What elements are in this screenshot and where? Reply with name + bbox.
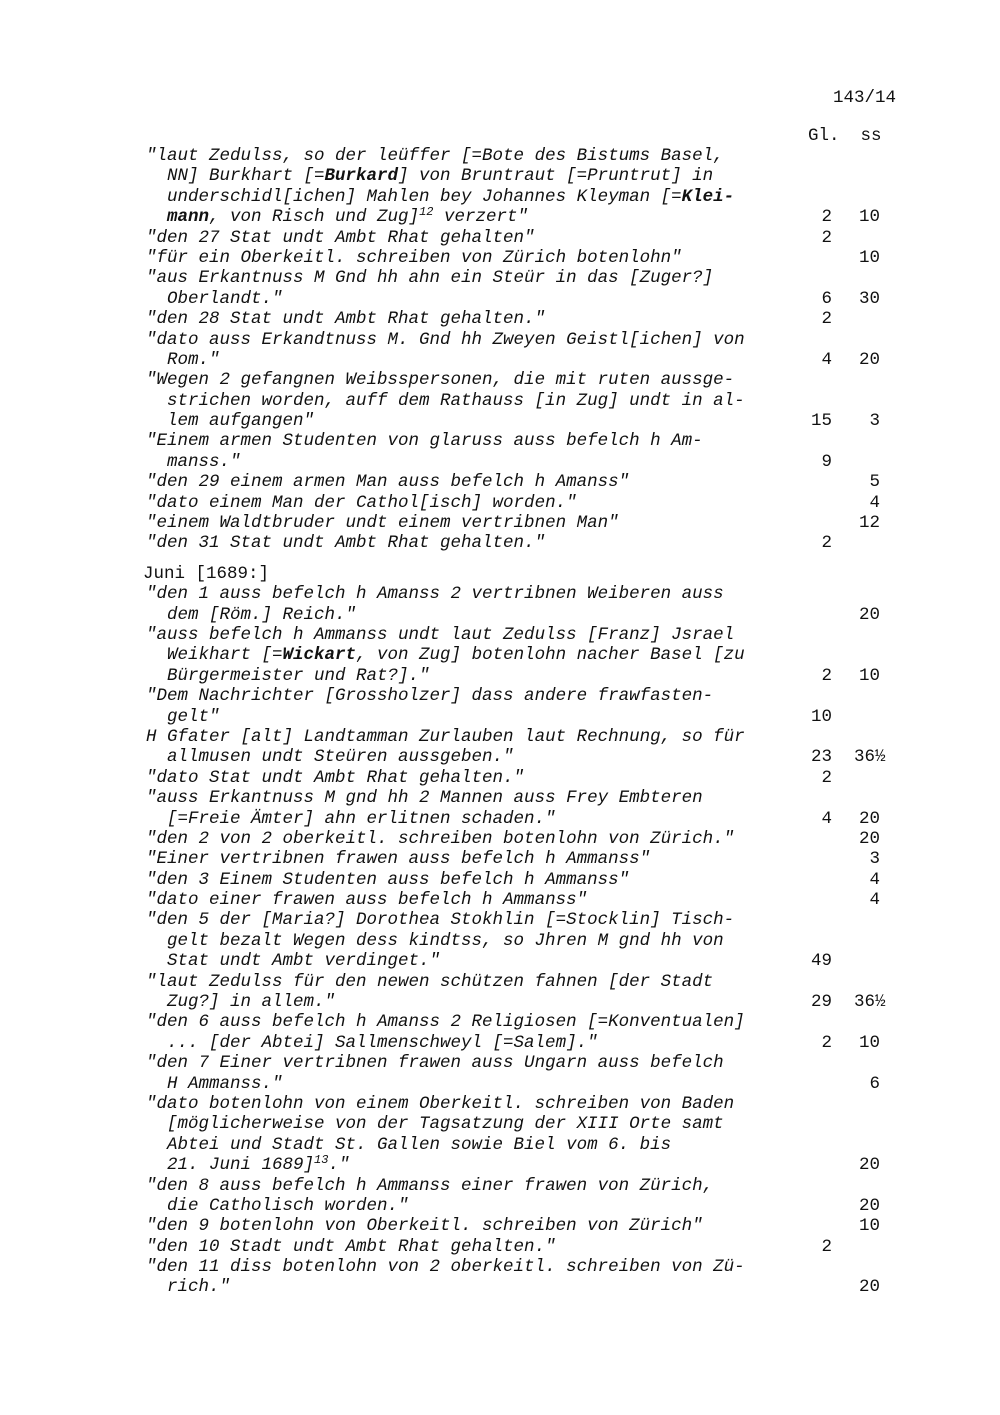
entry-text	[146, 309, 545, 329]
entry-line	[0, 1196, 1000, 1216]
entry-text-segment: "laut Zedulss für den newen schützen fahnen [der Stadt	[146, 971, 714, 992]
entry-line	[0, 1237, 1000, 1257]
entry-line	[0, 228, 1000, 248]
entry-text	[167, 1135, 671, 1155]
ledger-entry	[0, 584, 1000, 625]
entry-line	[0, 992, 1000, 1012]
entry-text	[143, 564, 269, 584]
entry-line	[0, 1114, 1000, 1134]
entry-text-segment: Stat undt Ambt verdinget."	[167, 951, 441, 972]
entry-text-segment: "Einem armen Studenten von glaruss auss befelch h Am-	[146, 431, 703, 452]
amount-schilling: 36½	[854, 992, 886, 1013]
entry-text-segment: "für ein Oberkeitl. schreiben von Zürich botenlohn"	[146, 247, 682, 268]
amount-schilling: 20	[858, 808, 880, 829]
entry-text-segment: allmusen undt Steüren aussgeben."	[167, 747, 514, 768]
ledger-entry	[0, 686, 1000, 727]
entry-text	[146, 248, 682, 268]
entry-line	[0, 431, 1000, 451]
amount-gulden: 23	[810, 747, 832, 768]
entry-text	[146, 1237, 556, 1257]
ledger-entry	[0, 330, 1000, 371]
entry-text	[146, 686, 713, 706]
entry-line	[0, 513, 1000, 533]
footnote-ref: 12	[419, 205, 434, 220]
entry-text	[146, 870, 629, 890]
amount-schilling: 10	[858, 665, 880, 686]
entry-text-segment: rich."	[167, 1277, 231, 1298]
ledger-entry	[0, 1237, 1000, 1257]
entry-line	[0, 350, 1000, 370]
entry-text-segment: "den 10 Stadt undt Ambt Rhat gehalten."	[146, 1236, 556, 1257]
entry-line	[0, 533, 1000, 553]
ledger-entries	[0, 146, 1000, 1298]
ledger-entry	[0, 1257, 1000, 1298]
entry-line	[0, 849, 1000, 869]
entry-line	[0, 564, 1000, 584]
entry-text-segment: "den 28 Stat undt Ambt Rhat gehalten."	[146, 309, 546, 330]
amount-gulden: 2	[821, 767, 832, 788]
column-header-gl: Gl.	[808, 126, 840, 146]
entry-text	[167, 289, 283, 309]
entry-line	[0, 625, 1000, 645]
amount-gulden: 2	[821, 665, 832, 686]
entry-text-segment: "Wegen 2 gefangnen Weibsspersonen, die mit ruten aussge-	[146, 370, 735, 391]
entry-line	[0, 951, 1000, 971]
entry-text	[167, 605, 356, 625]
entry-text	[167, 707, 220, 727]
entry-text	[146, 513, 619, 533]
entry-text-segment: "dato einer frawen auss befelch h Ammanss"	[146, 890, 588, 911]
entry-line	[0, 666, 1000, 686]
amount-gulden: 15	[810, 411, 832, 432]
amount-gulden: 10	[810, 706, 832, 727]
entry-text-segment: H Gfater [alt] Landtamman Zurlauben laut Rechnung, so für	[146, 726, 745, 747]
amount-schilling: 4	[869, 869, 880, 890]
entry-text-segment: "einem Waldtbruder undt einem vertribnen Man"	[146, 513, 619, 534]
entry-text-segment: "laut Zedulss, so der leüffer [=Bote des Bistums Basel,	[146, 146, 724, 166]
entry-line	[0, 890, 1000, 910]
amount-gulden: 2	[821, 1032, 832, 1053]
amount-gulden: 29	[810, 992, 832, 1013]
entry-text	[146, 829, 734, 849]
amount-schilling: 3	[869, 411, 880, 432]
ledger-entry	[0, 849, 1000, 869]
entry-line	[0, 1012, 1000, 1032]
column-headers	[808, 126, 882, 146]
amount-schilling: 5	[869, 472, 880, 493]
amount-schilling: 20	[858, 828, 880, 849]
entry-line	[0, 207, 1000, 227]
entry-text	[146, 228, 535, 248]
entry-text	[146, 625, 734, 645]
entry-line	[0, 584, 1000, 604]
entry-text-segment: "den 7 Einer vertribnen frawen auss Ungarn auss befelch	[146, 1053, 724, 1074]
entry-line	[0, 248, 1000, 268]
ledger-entry	[0, 870, 1000, 890]
entry-text	[167, 951, 440, 971]
entry-line	[0, 1176, 1000, 1196]
ledger-entry	[0, 1053, 1000, 1094]
entry-text-segment: "dato botenlohn von einem Oberkeitl. schreiben von Baden	[146, 1093, 735, 1114]
entry-text-segment: "den 27 Stat undt Ambt Rhat gehalten"	[146, 227, 535, 248]
entry-text	[167, 391, 745, 411]
ledger-entry	[0, 1094, 1000, 1176]
entry-text	[146, 1216, 703, 1236]
entry-text-bold: Wickart	[282, 645, 357, 666]
entry-text-segment: Zug?] in allem."	[167, 992, 336, 1013]
entry-text-segment: "Dem Nachrichter [Grossholzer] dass andere frawfasten-	[146, 686, 714, 707]
entry-text	[146, 268, 713, 288]
entry-text-segment: strichen worden, auff dem Rathauss [in Zug] undt in al-	[167, 390, 745, 411]
amount-schilling: 10	[858, 1216, 880, 1237]
entry-line	[0, 370, 1000, 390]
entry-text-segment: dem [Röm.] Reich."	[167, 604, 357, 625]
amount-schilling: 30	[858, 288, 880, 309]
entry-text	[146, 493, 577, 513]
ledger-entry	[0, 472, 1000, 492]
entry-text-segment: "den 1 auss befelch h Amanss 2 vertribnen Weiberen auss	[146, 584, 724, 605]
entry-line	[0, 1216, 1000, 1236]
amount-schilling: 10	[858, 207, 880, 228]
amount-gulden: 2	[821, 533, 832, 554]
entry-line	[0, 727, 1000, 747]
entry-text-segment: gelt bezalt Wegen dess kindtss, so Jhren M gnd hh von	[167, 930, 724, 951]
entry-text	[146, 1012, 745, 1032]
entry-text	[167, 666, 430, 686]
entry-line	[0, 1074, 1000, 1094]
entry-text-segment: underschidl[ichen] Mahlen bey Johannes Kleyman [=	[167, 186, 682, 207]
ledger-entry	[0, 1216, 1000, 1236]
ledger-entry	[0, 513, 1000, 533]
entry-text	[146, 472, 629, 492]
entry-text-bold: Klei-	[681, 186, 735, 207]
entry-text	[146, 584, 724, 604]
entry-line	[0, 330, 1000, 350]
entry-text-segment: lem aufgangen"	[167, 411, 315, 432]
entry-text	[167, 207, 528, 227]
entry-text	[167, 411, 314, 431]
entry-text	[167, 1114, 724, 1134]
entry-text	[146, 370, 734, 390]
entry-text	[167, 747, 514, 767]
footnote-ref: 13	[314, 1153, 329, 1168]
amount-gulden: 2	[821, 207, 832, 228]
entry-line	[0, 788, 1000, 808]
ledger-entry	[0, 493, 1000, 513]
entry-text	[146, 1053, 724, 1073]
ledger-entry	[0, 972, 1000, 1013]
ledger-entry	[0, 564, 1000, 584]
entry-text-segment: Rom."	[167, 349, 220, 370]
entry-text-segment: "Einer vertribnen frawen auss befelch h Ammanss"	[146, 849, 651, 870]
entry-text-segment: Abtei und Stadt St. Gallen sowie Biel vom 6. bis	[167, 1134, 672, 1155]
entry-text	[146, 146, 724, 166]
entry-text-segment: ."	[328, 1155, 350, 1176]
entry-line	[0, 707, 1000, 727]
amount-gulden: 2	[821, 309, 832, 330]
column-header-ss: ss	[860, 126, 882, 146]
entry-line	[0, 605, 1000, 625]
ledger-entry	[0, 309, 1000, 329]
entry-text	[167, 645, 745, 665]
entry-text-segment: verzert"	[433, 207, 528, 228]
entry-text	[146, 972, 713, 992]
entry-text-segment: "den 2 von 2 oberkeitl. schreiben botenlohn von Zürich."	[146, 828, 735, 849]
entry-text-segment: Bürgermeister und Rat?]."	[167, 665, 430, 686]
entry-line	[0, 166, 1000, 186]
amount-schilling: 10	[858, 247, 880, 268]
entry-line	[0, 809, 1000, 829]
amount-gulden: 4	[821, 808, 832, 829]
ledger-entry	[0, 1012, 1000, 1053]
amount-schilling: 20	[858, 349, 880, 370]
entry-text-segment: "den 8 auss befelch h Ammanss einer frawen von Zürich,	[146, 1175, 714, 1196]
entry-line	[0, 768, 1000, 788]
entry-line	[0, 1094, 1000, 1114]
entry-text	[146, 533, 545, 553]
entry-text-segment: ... [der Abtei] Sallmenschweyl [=Salem]."	[167, 1032, 598, 1053]
amount-schilling: 20	[858, 1277, 880, 1298]
entry-line	[0, 1155, 1000, 1175]
amount-gulden: 9	[821, 451, 832, 472]
entry-text-segment: "den 3 Einem Studenten auss befelch h Ammanss"	[146, 869, 630, 890]
entry-text-segment: Oberlandt."	[167, 288, 283, 309]
entry-line	[0, 1257, 1000, 1277]
entry-text	[167, 809, 556, 829]
ledger-entry	[0, 768, 1000, 788]
entry-text-segment: "den 31 Stat undt Ambt Rhat gehalten."	[146, 533, 546, 554]
entry-text	[146, 727, 745, 747]
entry-text	[167, 1196, 409, 1216]
entry-text	[146, 849, 650, 869]
entry-text-segment: [=Freie Ämter] ahn erlitnen schaden."	[167, 808, 556, 829]
entry-text-segment: "aus Erkantnuss M Gnd hh ahn ein Steür in das [Zuger?]	[146, 268, 714, 289]
amount-schilling: 20	[858, 1195, 880, 1216]
ledger-entry	[0, 890, 1000, 910]
entry-line	[0, 645, 1000, 665]
ledger-entry	[0, 829, 1000, 849]
entry-text	[146, 330, 745, 350]
amount-gulden: 49	[810, 951, 832, 972]
entry-text	[146, 1176, 713, 1196]
ledger-entry	[0, 146, 1000, 228]
section-gap	[0, 554, 1000, 564]
entry-text	[167, 1155, 349, 1175]
entry-line	[0, 1135, 1000, 1155]
ledger-entry	[0, 727, 1000, 768]
entry-line	[0, 931, 1000, 951]
entry-line	[0, 391, 1000, 411]
ledger-entry	[0, 370, 1000, 431]
entry-text	[167, 350, 220, 370]
entry-line	[0, 493, 1000, 513]
entry-line	[0, 747, 1000, 767]
entry-text-segment: "den 5 der [Maria?] Dorothea Stokhlin [=Stocklin] Tisch-	[146, 910, 735, 931]
entry-line	[0, 686, 1000, 706]
entry-text	[146, 431, 703, 451]
amount-schilling: 12	[858, 513, 880, 534]
entry-text-segment: "den 6 auss befelch h Amanss 2 Religiosen [=Konventualen]	[146, 1012, 745, 1033]
ledger-entry	[0, 248, 1000, 268]
entry-text	[167, 452, 241, 472]
entry-line	[0, 411, 1000, 431]
amount-schilling: 4	[869, 890, 880, 911]
entry-text	[167, 1033, 598, 1053]
entry-text	[146, 768, 524, 788]
entry-text	[146, 910, 734, 930]
entry-text-segment: "den 11 diss botenlohn von 2 oberkeitl. schreiben von Zü-	[146, 1257, 745, 1278]
entry-text	[167, 992, 335, 1012]
entry-text-segment: 21. Juni 1689]	[167, 1155, 315, 1176]
entry-text-segment: "dato einem Man der Cathol[isch] worden."	[146, 492, 577, 513]
entry-text-segment: H Ammanss."	[167, 1073, 283, 1094]
entry-line	[0, 870, 1000, 890]
page-number: 143/14	[833, 88, 897, 108]
entry-text-bold: mann	[167, 207, 210, 228]
entry-text-segment: gelt"	[167, 706, 220, 727]
entry-text-segment: , von Risch und Zug]	[209, 207, 420, 228]
entry-text-segment: [möglicherweise von der Tagsatzung der XIII Orte samt	[167, 1114, 724, 1135]
entry-text-segment: die Catholisch worden."	[167, 1195, 409, 1216]
amount-schilling: 6	[869, 1073, 880, 1094]
entry-text	[146, 1094, 734, 1114]
entry-text-segment: "dato auss Erkandtnuss M. Gnd hh Zweyen Geistl[ichen] von	[146, 329, 745, 350]
ledger-entry	[0, 533, 1000, 553]
entry-line	[0, 829, 1000, 849]
entry-line	[0, 1053, 1000, 1073]
amount-schilling: 36½	[854, 747, 886, 768]
amount-schilling: 10	[858, 1032, 880, 1053]
entry-line	[0, 910, 1000, 930]
entry-text-segment: "dato Stat undt Ambt Rhat gehalten."	[146, 767, 525, 788]
entry-text-bold: Burkard	[324, 166, 399, 187]
amount-gulden: 6	[821, 288, 832, 309]
amount-schilling: 20	[858, 604, 880, 625]
entry-text-segment: ] von Bruntraut [=Pruntrut] in	[398, 166, 714, 187]
entry-text-segment: "den 9 botenlohn von Oberkeitl. schreiben von Zürich"	[146, 1216, 703, 1237]
entry-text-segment: "auss Erkantnuss M gnd hh 2 Mannen auss Frey Embteren	[146, 788, 703, 809]
entry-text-segment: NN] Burkhart [=	[167, 166, 325, 187]
entry-line	[0, 146, 1000, 166]
entry-line	[0, 452, 1000, 472]
entry-line	[0, 972, 1000, 992]
entry-line	[0, 309, 1000, 329]
entry-text-segment: manss."	[167, 451, 241, 472]
ledger-entry	[0, 431, 1000, 472]
entry-text	[146, 890, 587, 910]
amount-gulden: 2	[821, 227, 832, 248]
entry-text	[167, 1277, 230, 1297]
amount-gulden: 4	[821, 349, 832, 370]
entry-line	[0, 268, 1000, 288]
entry-text-segment: , von Zug] botenlohn nacher Basel [zu	[356, 645, 745, 666]
entry-line	[0, 472, 1000, 492]
entry-text-segment: Weikhart [=	[167, 645, 283, 666]
entry-text	[146, 1257, 745, 1277]
amount-schilling: 4	[869, 492, 880, 513]
ledger-entry	[0, 910, 1000, 971]
entry-line	[0, 1033, 1000, 1053]
entry-text-segment: "den 29 einem armen Man auss befelch h Amanss"	[146, 472, 630, 493]
ledger-entry	[0, 228, 1000, 248]
ledger-entry	[0, 625, 1000, 686]
ledger-entry	[0, 788, 1000, 829]
entry-text-segment: "auss befelch h Ammanss undt laut Zedulss [Franz] Jsrael	[146, 624, 735, 645]
amount-gulden: 2	[821, 1236, 832, 1257]
entry-text	[167, 187, 734, 207]
entry-line	[0, 1277, 1000, 1297]
entry-text	[167, 931, 724, 951]
amount-schilling: 20	[858, 1155, 880, 1176]
amount-schilling: 3	[869, 849, 880, 870]
entry-line	[0, 289, 1000, 309]
entry-text	[167, 1074, 283, 1094]
ledger-entry	[0, 268, 1000, 309]
entry-text	[167, 166, 713, 186]
ledger-entry	[0, 1176, 1000, 1217]
entry-line	[0, 187, 1000, 207]
entry-text	[146, 788, 703, 808]
entry-text-segment: Juni [1689:]	[143, 563, 270, 584]
